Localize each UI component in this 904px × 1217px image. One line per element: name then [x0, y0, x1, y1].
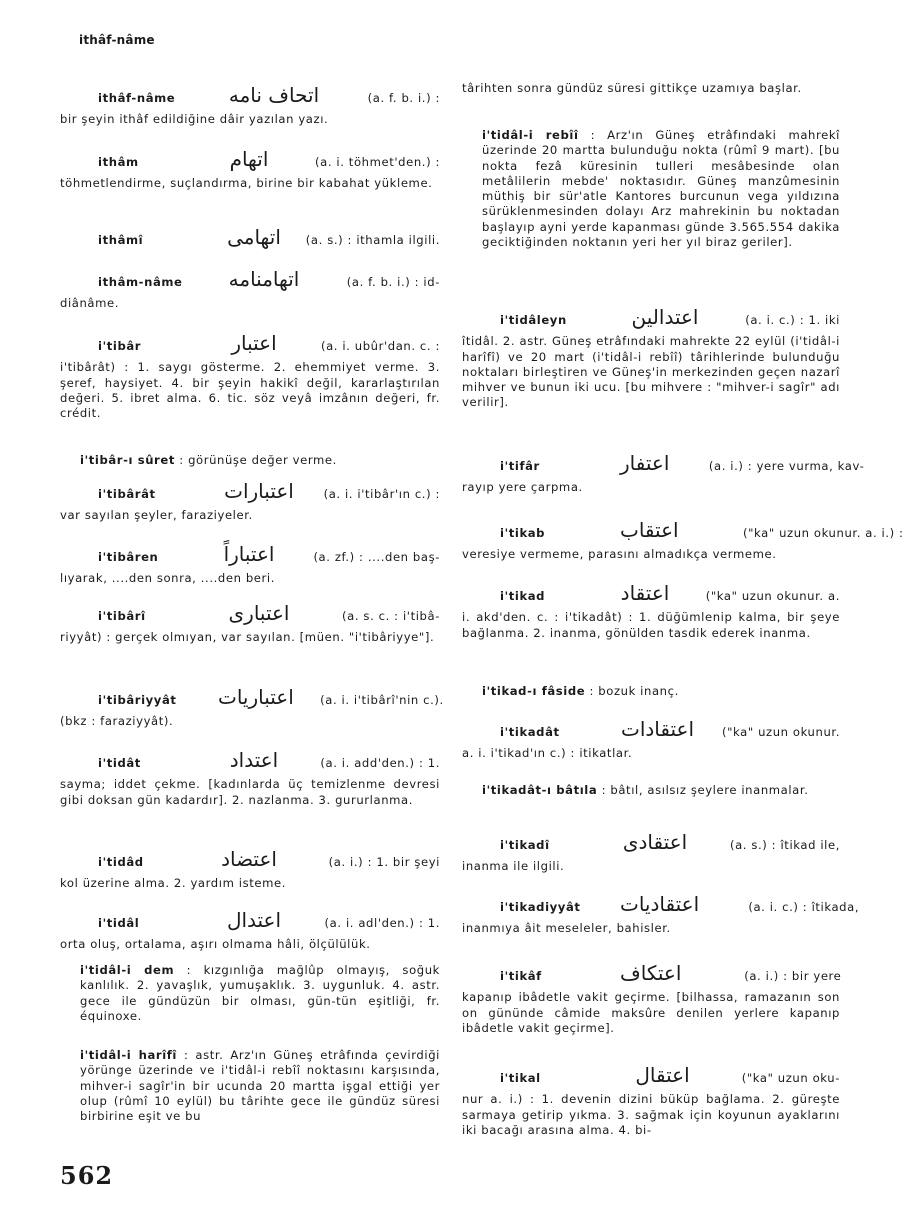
entry-etymology: (a. i. i'tibâr'ın c.) : — [323, 487, 440, 501]
entry-header-line — [60, 83, 440, 107]
entry-header-line — [462, 961, 842, 985]
entry-headword: i'tidât — [98, 756, 141, 770]
entry-headword: ithâm-nâme — [98, 275, 183, 289]
entry-arabic-script: اعتبارى — [228, 601, 290, 625]
dictionary-entry — [60, 601, 440, 646]
entry-definition-text: rayıp yere çarpma. — [462, 480, 583, 495]
entry-header-line — [60, 908, 440, 932]
entry-definition-text: i. akd'den. c. : i'tikadât) : 1. düğümlenip kalma, bir şeye bağlanma. 2. inanma, gönülden tasdik ederek inanma. — [462, 610, 840, 640]
entry-headword: i'tibâriyyât — [98, 693, 177, 707]
entry-definition-text: (bkz : faraziyyât). — [60, 714, 174, 729]
entry-definition-text: sayma; iddet çekme. [kadınlarda üç temizlenme devresi gibi doksan gün kadardır]. 2. nazlanma. 3. gururlanma. — [60, 777, 440, 807]
entry-arabic-script: اعتفار — [620, 451, 670, 475]
dictionary-entry — [60, 225, 440, 249]
entry-header-line — [60, 331, 440, 355]
entry-arabic-script: اعتكاف — [620, 961, 682, 985]
entry-etymology: ("ka" uzun okunur. a. i.) : — [743, 526, 904, 540]
entry-arabic-script: اتحاف نامه — [228, 83, 320, 107]
entry-headword: i'tidâl — [98, 916, 140, 930]
entry-arabic-script: اعتدالين — [631, 305, 699, 329]
entry-headword: i'tidâleyn — [500, 313, 567, 327]
dictionary-entry — [60, 453, 440, 468]
entry-header-line — [60, 479, 440, 503]
entry-headword: i'tibâr — [98, 339, 142, 353]
entry-definition-text: nur a. i.) : 1. devenin dizini büküp bağlama. 2. güreşte sarmaya getirip yıkma. 3. sağmak için koyunun ayaklarını iki bacağı arasına alma. 4. bi- — [462, 1092, 840, 1137]
entry-definition-text: lıyarak, ....den sonra, ....den beri. — [60, 571, 275, 586]
entry-headword: i'tikad — [500, 589, 546, 603]
entry-headword: i'tidâl-i rebîî — [482, 128, 579, 142]
entry-etymology: (a. i. i'tibârî'nin c.). — [320, 693, 444, 707]
entry-etymology: (a. i. c.) : îtikada, — [748, 900, 860, 914]
dictionary-entry — [60, 331, 440, 421]
entry-definition-text: : görünüşe değer verme. — [179, 453, 337, 467]
entry-etymology: (a. f. b. i.) : — [367, 91, 440, 105]
dictionary-entry — [60, 147, 440, 192]
entry-etymology: (a. s.) : ithamla ilgili. — [305, 233, 440, 247]
dictionary-entry — [60, 1048, 440, 1124]
entry-arabic-script: اعتضاد — [221, 847, 277, 871]
dictionary-entry — [60, 908, 440, 953]
dictionary-entry — [462, 81, 840, 96]
entry-etymology: ("ka" uzun okunur. a. — [705, 589, 840, 603]
entry-etymology: (a. i. c.) : 1. iki — [745, 313, 840, 327]
dictionary-entry — [462, 783, 840, 798]
page-number: 562 — [60, 1161, 114, 1190]
entry-header-line — [60, 748, 440, 772]
dictionary-entry — [60, 479, 440, 524]
entry-headword: ithâm — [98, 155, 139, 169]
dictionary-entry — [462, 128, 840, 250]
entry-arabic-script: اعتباراً — [223, 542, 275, 566]
entry-etymology: (a. i. töhmet'den.) : — [315, 155, 440, 169]
entry-headword: i'tikab — [500, 526, 546, 540]
entry-etymology: ("ka" uzun oku- — [741, 1071, 840, 1085]
entry-arabic-script: اعتقاب — [620, 518, 679, 542]
entry-arabic-script: اتهام — [229, 147, 269, 171]
entry-headword: i'tibâr-ı sûret — [80, 453, 175, 467]
entry-arabic-script: اعتقادى — [622, 830, 688, 854]
entry-continuation-text: târihten sonra gündüz süresi gittikçe uzamıya başlar. — [462, 81, 802, 95]
entry-definition-text: inanmıya âit meseleler, bahisler. — [462, 921, 671, 936]
entry-etymology: (a. i. ubûr'dan. c. : — [320, 339, 440, 353]
entry-definition-text: îtidâl. 2. astr. Güneş etrâfındaki mahrekte 22 eylül (i'tidâl-i harîfî) ve 20 mart (i'tidâl-i rebîî) târihlerinde bulunduğu noktaları birleştiren ve Güneş'in merkezinden geçen nazarî mihver ve bunun iki ucu. [bu mihvere : "mihver-i sagîr" adı verilir]. — [462, 334, 840, 410]
entry-definition-text: : bâtıl, asılsız şeylere inanmalar. — [601, 783, 809, 797]
entry-definition-text: inanma ile ilgili. — [462, 859, 565, 874]
entry-arabic-script: اعتبارات — [224, 479, 294, 503]
entry-etymology: (a. i.) : 1. bir şeyi — [328, 855, 440, 869]
entry-etymology: (a. i. adl'den.) : 1. — [324, 916, 440, 930]
dictionary-entry — [462, 830, 840, 875]
entry-definition-text: kapanıp ibâdetle vakit geçirme. [bilhassa, ramazanın son on gününde câmide maksûre denilen yerlere kapanıp ibâdetle vakit geçirme]. — [462, 990, 840, 1035]
entry-definition-text: diânâme. — [60, 296, 120, 311]
running-head: ithâf-nâme — [79, 33, 155, 47]
entry-arabic-script: اعتداد — [229, 748, 279, 772]
dictionary-entry — [462, 717, 840, 762]
entry-headword: i'tikal — [500, 1071, 541, 1085]
entry-header-line — [462, 1063, 840, 1087]
entry-arabic-script: اعتقال — [635, 1063, 690, 1087]
entry-etymology: ("ka" uzun okunur. — [722, 725, 840, 739]
entry-definition-text: i'tibârât) : 1. saygı gösterme. 2. ehemmiyet verme. 3. şeref, haysiyet. 4. bir şeyin hakikî değil, kararlaştırılan değeri. 5. ibret alma. 6. tic. söz veyâ imzânın değeri, fr. crédit. — [60, 360, 440, 421]
entry-headword: i'tidâd — [98, 855, 144, 869]
entry-headword: i'tidâl-i dem — [80, 963, 175, 977]
entry-header-line — [462, 305, 840, 329]
entry-header-line — [60, 147, 440, 171]
dictionary-entry — [462, 581, 840, 641]
entry-definition-text: var sayılan şeyler, faraziyeler. — [60, 508, 253, 523]
entry-definition-text: veresiye vermeme, parasını almadıkça vermeme. — [462, 547, 777, 562]
entry-headword: ithâmî — [98, 233, 144, 247]
entry-etymology: (a. s. c. : i'tibâ- — [342, 609, 440, 623]
entry-definition-text: : bozuk inanç. — [589, 684, 679, 698]
entry-header-line — [462, 581, 840, 605]
entry-etymology: (a. zf.) : ....den baş- — [313, 550, 440, 564]
dictionary-entry — [60, 685, 444, 730]
dictionary-entry — [60, 847, 440, 892]
entry-headword: i'tikadiyyât — [500, 900, 581, 914]
entry-headword: i'tibârî — [98, 609, 146, 623]
entry-header-line — [462, 830, 840, 854]
entry-headword: i'tikâf — [500, 969, 542, 983]
entry-etymology: (a. i.) : yere vurma, kav- — [708, 459, 865, 473]
entry-headword: i'tidâl-i harîfî — [80, 1048, 177, 1062]
dictionary-entry — [462, 518, 904, 563]
entry-headword: i'tifâr — [500, 459, 540, 473]
entry-header-line — [60, 601, 440, 625]
dictionary-entry — [462, 1063, 840, 1138]
entry-headword: i'tikad-ı fâside — [482, 684, 586, 698]
dictionary-entry — [462, 451, 865, 496]
entry-definition-text: : Arz'ın Güneş etrâfındaki mahrekî üzerinde 20 martta bulunduğu nokta (rûmî 9 mart). [bu nokta fezâ küresinin tulleri mesâbesinde olan metâlilerin mebde' noktasıdır. Güneş manzûmesinin müthiş bir sür'atle Kantores burcunun vega yıldızına sürüklenmesinden dolayı Arz mahrekinin bu noktadan başlayıp ayni yerde kapanması günde 3.565.554 dakika geciktiğinden noktanın yeri her yıl biraz geriler]. — [482, 128, 840, 250]
entry-headword: i'tikadât — [500, 725, 560, 739]
entry-definition-text: riyyât) : gerçek olmıyan, var sayılan. [müen. "i'tibâriyye"]. — [60, 630, 435, 645]
entry-headword: i'tikadî — [500, 838, 550, 852]
entry-arabic-script: اعتقادات — [620, 717, 695, 741]
entry-arabic-script: اعتبار — [231, 331, 277, 355]
entry-definition-text: : kızgınlığa mağlûp olmayış, soğuk kanlılık. 2. yavaşlık, yumuşaklık. 3. uygunluk. 4. astr. gece ile gündüzün bir olması, gün-tün eşitliği, fr. équinoxe. — [80, 963, 440, 1023]
entry-definition-text: : astr. Arz'ın Güneş etrâfında çevirdiği yörünge üzerinde ve i'tidâl-i rebîî noktasını karşısında, mihver-i sagîr'in bir ucunda 20 martta işgal ettiği yer olup (rûmî 10 eylül) bu târihte gece ile gündüz süresi birbirine eşit ve bu — [80, 1048, 440, 1124]
dictionary-entry — [60, 83, 440, 128]
entry-etymology: (a. i. add'den.) : 1. — [320, 756, 440, 770]
entry-header-line — [462, 451, 865, 475]
entry-header-line — [462, 717, 840, 741]
entry-headword: i'tibârât — [98, 487, 156, 501]
entry-arabic-script: اعتباريات — [218, 685, 294, 709]
entry-headword: ithâf-nâme — [98, 91, 176, 105]
entry-definition-text: töhmetlendirme, suçlandırma, birine bir kabahat yükleme. — [60, 176, 433, 191]
entry-arabic-script: اعتقاديات — [620, 892, 700, 916]
dictionary-entry — [60, 963, 440, 1024]
entry-header-line — [60, 225, 440, 249]
entry-header-line — [60, 685, 444, 709]
dictionary-entry — [60, 267, 440, 312]
entry-header-line — [462, 518, 904, 542]
dictionary-entry — [462, 961, 842, 1036]
entry-headword: i'tikadât-ı bâtıla — [482, 783, 598, 797]
entry-header-line — [60, 542, 440, 566]
entry-etymology: (a. f. b. i.) : id- — [346, 275, 440, 289]
entry-arabic-script: اعتدال — [226, 908, 282, 932]
entry-arabic-script: اتهامنامه — [228, 267, 300, 291]
dictionary-entry — [462, 892, 860, 937]
entry-arabic-script: اعتقاد — [620, 581, 670, 605]
entry-etymology: (a. s.) : îtikad ile, — [729, 838, 840, 852]
entry-definition-text: a. i. i'tikad'ın c.) : itikatlar. — [462, 746, 633, 761]
dictionary-entry — [462, 684, 840, 699]
entry-arabic-script: اتهامى — [227, 225, 281, 249]
entry-etymology: (a. i.) : bir yere — [744, 969, 842, 983]
entry-header-line — [60, 847, 440, 871]
entry-header-line — [462, 892, 860, 916]
entry-definition-text: orta oluş, ortalama, aşırı olmama hâli, ölçülülük. — [60, 937, 371, 952]
dictionary-entry — [60, 542, 440, 587]
entry-definition-text: bir şeyin ithâf edildiğine dâir yazılan yazı. — [60, 112, 329, 127]
entry-definition-text: kol üzerine alma. 2. yardım isteme. — [60, 876, 287, 891]
entry-header-line — [60, 267, 440, 291]
dictionary-entry — [462, 305, 840, 411]
entry-headword: i'tibâren — [98, 550, 159, 564]
dictionary-entry — [60, 748, 440, 808]
